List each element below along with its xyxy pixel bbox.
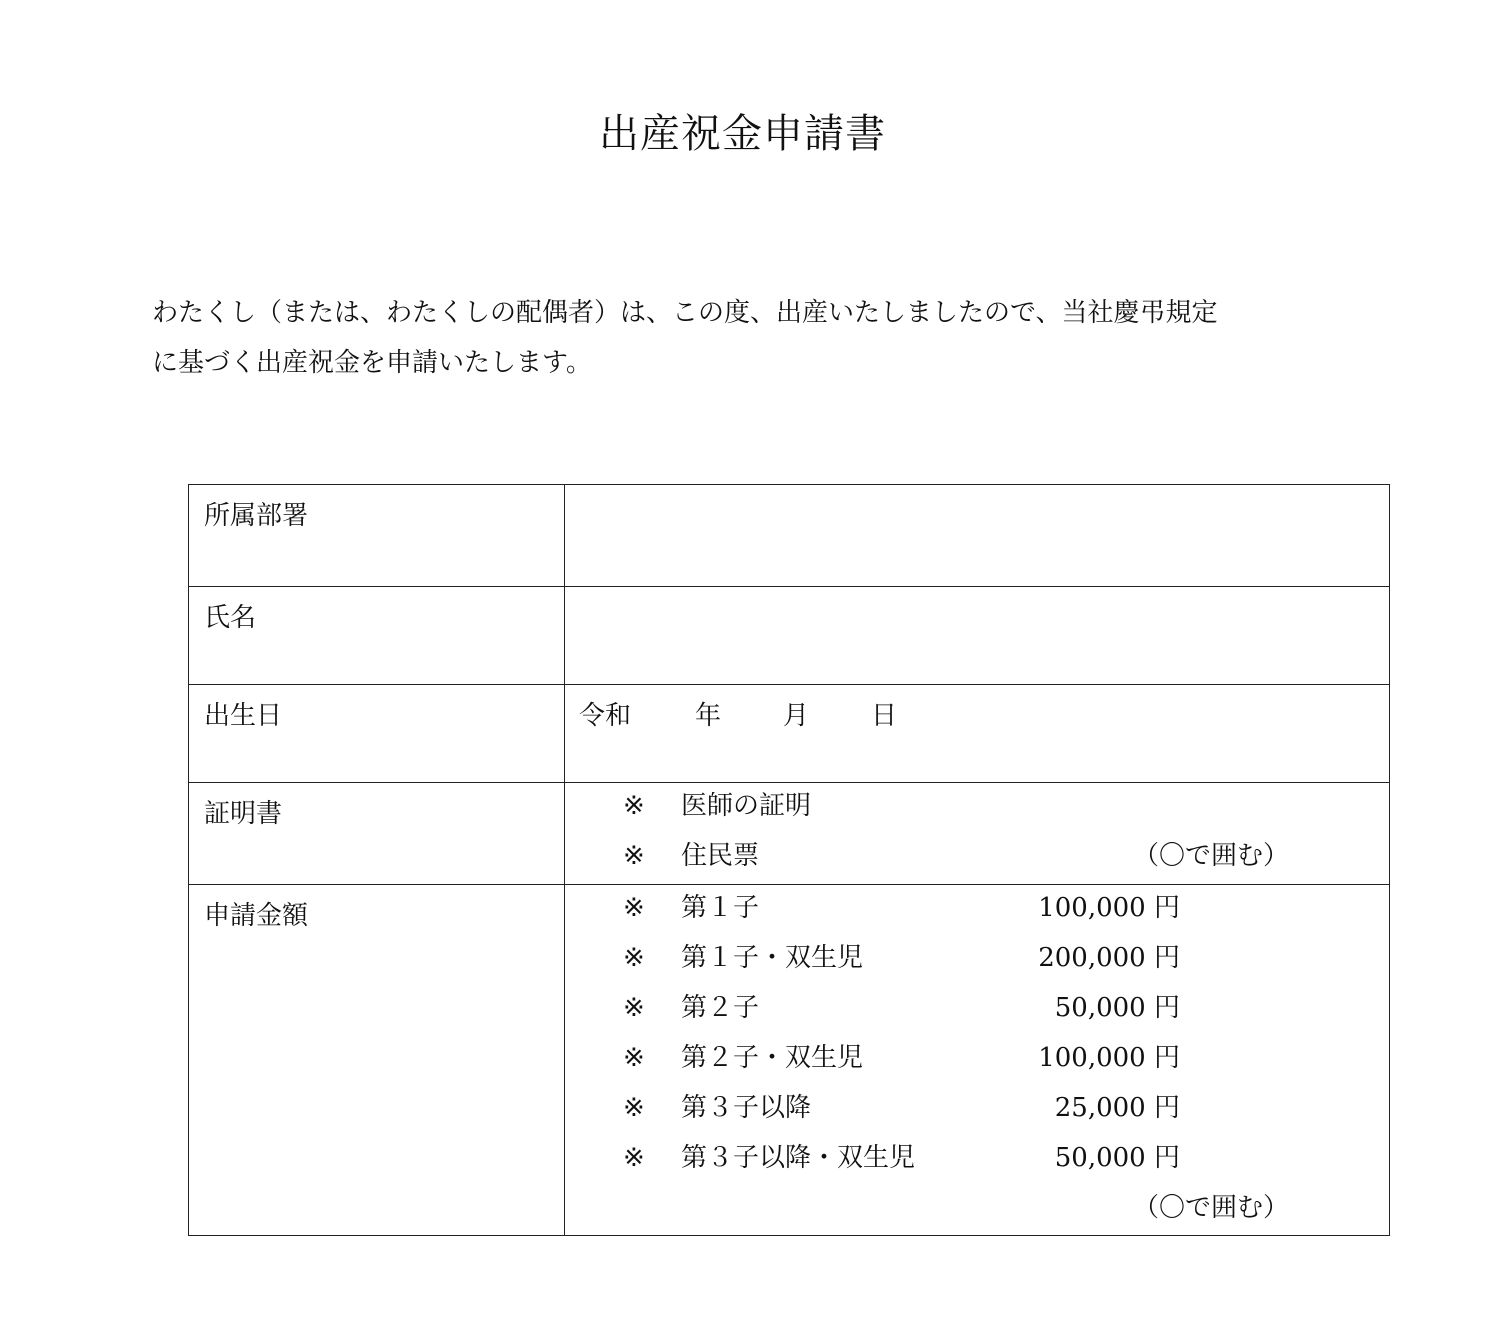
application-form-table: [188, 484, 1390, 1236]
reference-mark: ※: [623, 841, 645, 871]
department-label: 所属部署: [189, 485, 565, 587]
amount-option[interactable]: [579, 933, 1389, 983]
reference-mark: ※: [623, 1043, 645, 1073]
amount-option-label: 第１子・双生児: [681, 943, 864, 973]
amount-option-value: 25,000 円: [1054, 1093, 1180, 1123]
reference-mark: ※: [623, 993, 645, 1023]
certificate-label: 証明書: [189, 783, 565, 885]
intro-paragraph: [152, 288, 1392, 388]
amount-option-label: 第２子・双生児: [681, 1043, 864, 1073]
amount-option-value: 100,000 円: [1038, 893, 1180, 923]
reference-mark: ※: [623, 943, 645, 973]
birthdate-month-unit: 月: [783, 701, 810, 731]
amount-option[interactable]: [579, 883, 1389, 933]
intro-line-1: わたくし（または、わたくしの配偶者）は、この度、出産いたしましたので、当社慶弔規定: [152, 298, 1218, 328]
intro-line-2: に基づく出産祝金を申請いたします。: [152, 348, 592, 378]
certificate-option-label: 医師の証明: [681, 791, 812, 821]
birthdate-row: [189, 685, 1390, 783]
circle-instruction-note: （〇で囲む）: [1132, 1193, 1289, 1223]
amount-row: [189, 885, 1390, 1236]
reference-mark: ※: [623, 1143, 645, 1173]
amount-option-value: 50,000 円: [1054, 993, 1180, 1023]
amount-option-label: 第３子以降・双生児: [681, 1143, 916, 1173]
amount-option-label: 第３子以降: [681, 1093, 812, 1123]
amount-option-value: 200,000 円: [1038, 943, 1180, 973]
amount-label: 申請金額: [189, 885, 565, 1236]
amount-option-value: 100,000 円: [1038, 1043, 1180, 1073]
amount-note-line: [579, 1183, 1389, 1233]
department-field[interactable]: [565, 485, 1390, 587]
reference-mark: ※: [623, 1093, 645, 1123]
name-field[interactable]: [565, 587, 1390, 685]
amount-option[interactable]: [579, 1083, 1389, 1133]
department-row: [189, 485, 1390, 587]
reference-mark: ※: [623, 893, 645, 923]
amount-option[interactable]: [579, 1133, 1389, 1183]
name-row: [189, 587, 1390, 685]
certificate-option[interactable]: [579, 831, 1389, 881]
circle-instruction-note: （〇で囲む）: [1132, 841, 1289, 871]
amount-option[interactable]: [579, 983, 1389, 1033]
certificate-option[interactable]: [579, 781, 1389, 831]
certificate-options: [565, 783, 1390, 885]
amount-option-value: 50,000 円: [1054, 1143, 1180, 1173]
certificate-row: [189, 783, 1390, 885]
birthdate-day-unit: 日: [871, 701, 898, 731]
amount-options: [565, 885, 1390, 1236]
amount-option-label: 第２子: [681, 993, 760, 1023]
birthdate-era: 令和: [579, 701, 632, 731]
amount-option[interactable]: [579, 1033, 1389, 1083]
certificate-option-label: 住民票: [681, 841, 760, 871]
reference-mark: ※: [623, 791, 645, 821]
amount-option-label: 第１子: [681, 893, 760, 923]
birthdate-label: 出生日: [189, 685, 565, 783]
birthdate-line: [579, 695, 1389, 732]
name-label: 氏名: [189, 587, 565, 685]
birthdate-field[interactable]: [565, 685, 1390, 783]
document-title: 出産祝金申請書: [599, 111, 886, 157]
birthdate-year-unit: 年: [695, 701, 722, 731]
